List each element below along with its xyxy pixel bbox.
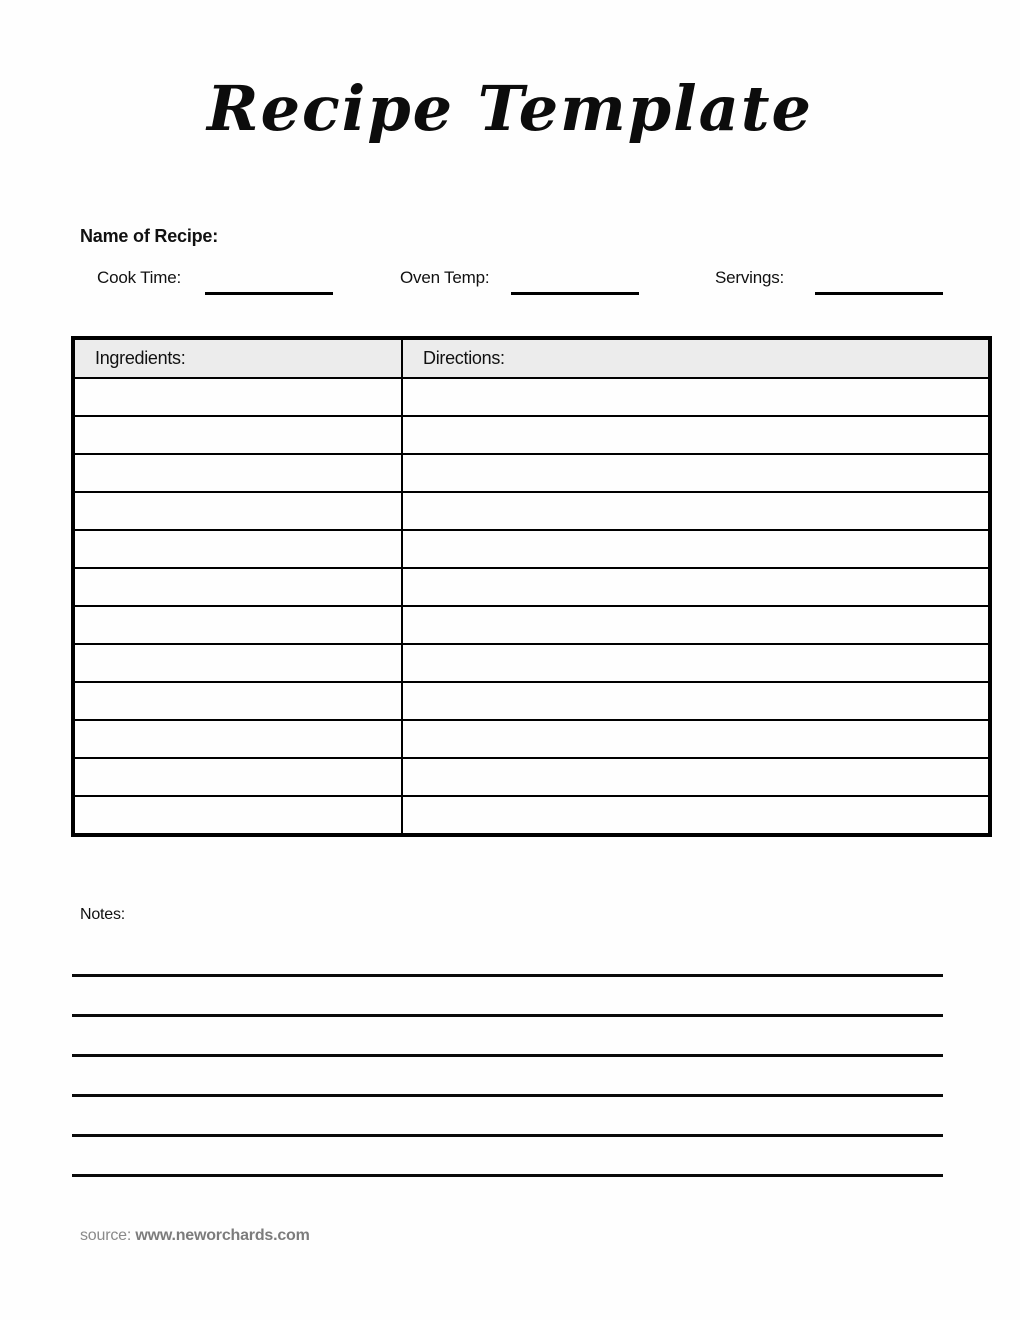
- direction-cell[interactable]: [402, 492, 990, 530]
- recipe-name-label: Name of Recipe:: [80, 226, 219, 246]
- source-url[interactable]: www.neworchards.com: [135, 1227, 310, 1244]
- ingredient-cell[interactable]: [74, 644, 403, 682]
- page-title: Recipe Template: [207, 72, 813, 145]
- ingredient-cell[interactable]: [74, 378, 403, 416]
- ingredient-cell[interactable]: [74, 416, 403, 454]
- direction-cell[interactable]: [402, 796, 990, 835]
- direction-cell[interactable]: [402, 568, 990, 606]
- notes-ruled-line[interactable]: [72, 1014, 943, 1017]
- servings-blank[interactable]: [815, 292, 943, 295]
- direction-cell[interactable]: [402, 644, 990, 682]
- ingredient-cell[interactable]: [74, 530, 403, 568]
- direction-cell[interactable]: [402, 378, 990, 416]
- direction-cell[interactable]: [402, 454, 990, 492]
- oven-temp-blank[interactable]: [511, 292, 639, 295]
- recipe-table-body: [74, 378, 990, 835]
- table-row: [74, 606, 990, 644]
- ingredients-directions-table: [72, 337, 991, 836]
- table-row: [74, 454, 990, 492]
- table-row: [74, 492, 990, 530]
- notes-ruled-line[interactable]: [72, 1054, 943, 1057]
- ingredients-column-header: Ingredients:: [74, 339, 403, 379]
- direction-cell[interactable]: [402, 530, 990, 568]
- source-attribution: [80, 1227, 310, 1245]
- direction-cell[interactable]: [402, 758, 990, 796]
- table-header-row: [74, 339, 990, 379]
- ingredient-cell[interactable]: [74, 682, 403, 720]
- notes-ruled-line[interactable]: [72, 1174, 943, 1177]
- direction-cell[interactable]: [402, 682, 990, 720]
- servings-label: Servings:: [715, 268, 785, 287]
- ingredient-cell[interactable]: [74, 454, 403, 492]
- ingredient-cell[interactable]: [74, 492, 403, 530]
- table-row: [74, 758, 990, 796]
- table-row: [74, 416, 990, 454]
- cook-time-blank[interactable]: [205, 292, 333, 295]
- oven-temp-label: Oven Temp:: [400, 268, 490, 287]
- table-row: [74, 378, 990, 416]
- ingredient-cell[interactable]: [74, 796, 403, 835]
- table-row: [74, 682, 990, 720]
- ingredient-cell[interactable]: [74, 720, 403, 758]
- table-row: [74, 568, 990, 606]
- direction-cell[interactable]: [402, 606, 990, 644]
- directions-column-header: Directions:: [402, 339, 990, 379]
- notes-ruled-line[interactable]: [72, 1094, 943, 1097]
- direction-cell[interactable]: [402, 720, 990, 758]
- table-row: [74, 644, 990, 682]
- ingredient-cell[interactable]: [74, 758, 403, 796]
- table-row: [74, 720, 990, 758]
- notes-ruled-line[interactable]: [72, 1134, 943, 1137]
- table-row: [74, 530, 990, 568]
- direction-cell[interactable]: [402, 416, 990, 454]
- cook-time-label: Cook Time:: [97, 268, 181, 287]
- source-prefix: source:: [80, 1227, 136, 1244]
- table-row: [74, 796, 990, 835]
- notes-ruled-line[interactable]: [72, 974, 943, 977]
- notes-label: Notes:: [80, 906, 126, 923]
- ingredient-cell[interactable]: [74, 606, 403, 644]
- ingredient-cell[interactable]: [74, 568, 403, 606]
